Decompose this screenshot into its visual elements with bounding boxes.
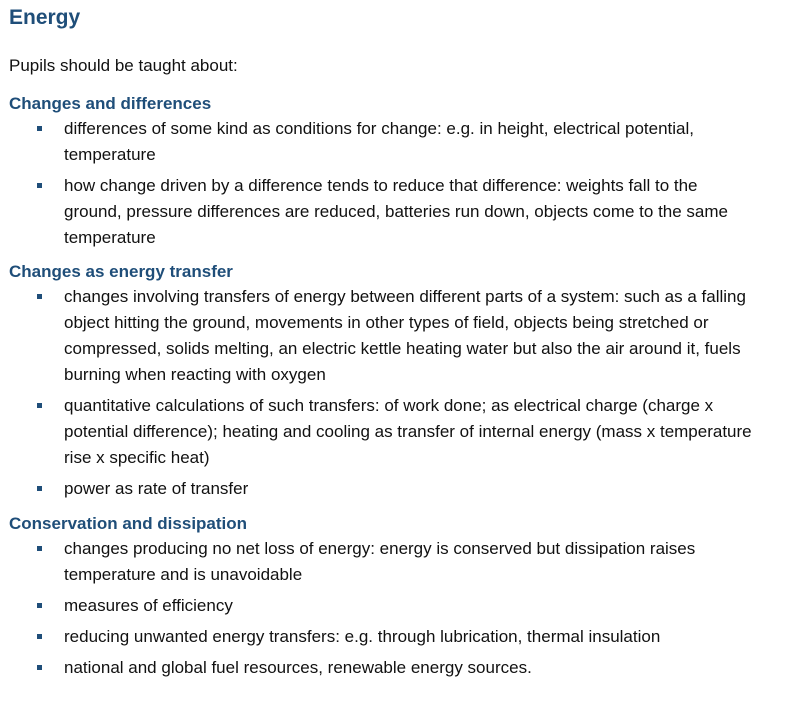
list-item <box>9 116 754 168</box>
bullet-list <box>9 536 779 681</box>
list-item <box>9 655 754 681</box>
section-heading: Changes and differences <box>9 94 212 113</box>
list-item <box>9 173 754 251</box>
section-heading: Changes as energy transfer <box>9 262 233 281</box>
list-item-text: power as rate of transfer <box>64 479 249 498</box>
square-bullet-icon <box>37 603 42 608</box>
square-bullet-icon <box>37 546 42 551</box>
list-item-text: national and global fuel resources, renewable energy sources. <box>64 658 532 677</box>
bullet-list <box>9 284 779 502</box>
list-item <box>9 536 754 588</box>
list-item <box>9 393 754 471</box>
list-item <box>9 593 754 619</box>
section-changes-and-differences <box>9 93 779 251</box>
document <box>9 0 779 686</box>
page-title: Energy <box>9 6 81 29</box>
square-bullet-icon <box>37 183 42 188</box>
list-item-text: changes involving transfers of energy between different parts of a system: such as a falling object hitting the ground, movements in other types of field, objects being stretched or compressed, solids melting, an electric kettle heating water but also the air around it, fuels burning when reacting with oxygen <box>64 287 746 384</box>
list-item-text: reducing unwanted energy transfers: e.g. through lubrication, thermal insulation <box>64 627 661 646</box>
list-item <box>9 284 754 388</box>
intro-text: Pupils should be taught about: <box>9 56 238 75</box>
square-bullet-icon <box>37 665 42 670</box>
list-item <box>9 624 754 650</box>
bullet-list <box>9 116 779 251</box>
square-bullet-icon <box>37 403 42 408</box>
list-item <box>9 476 754 502</box>
square-bullet-icon <box>37 486 42 491</box>
list-item-text: measures of efficiency <box>64 596 233 615</box>
list-item-text: how change driven by a difference tends to reduce that difference: weights fall to the ground, pressure differences are reduced, batteries run down, objects come to the same temperature <box>64 176 729 247</box>
square-bullet-icon <box>37 634 42 639</box>
section-changes-as-energy-transfer <box>9 261 779 502</box>
list-item-text: quantitative calculations of such transfers: of work done; as electrical charge (charge x potential difference); heating and cooling as transfer of internal energy (mass x temperature rise x specific heat) <box>64 396 752 467</box>
list-item-text: differences of some kind as conditions for change: e.g. in height, electrical potential, temperature <box>64 119 695 164</box>
section-conservation-and-dissipation <box>9 513 779 681</box>
section-heading: Conservation and dissipation <box>9 514 248 533</box>
square-bullet-icon <box>37 294 42 299</box>
list-item-text: changes producing no net loss of energy: energy is conserved but dissipation raises temperature and is unavoidable <box>64 539 696 584</box>
square-bullet-icon <box>37 126 42 131</box>
